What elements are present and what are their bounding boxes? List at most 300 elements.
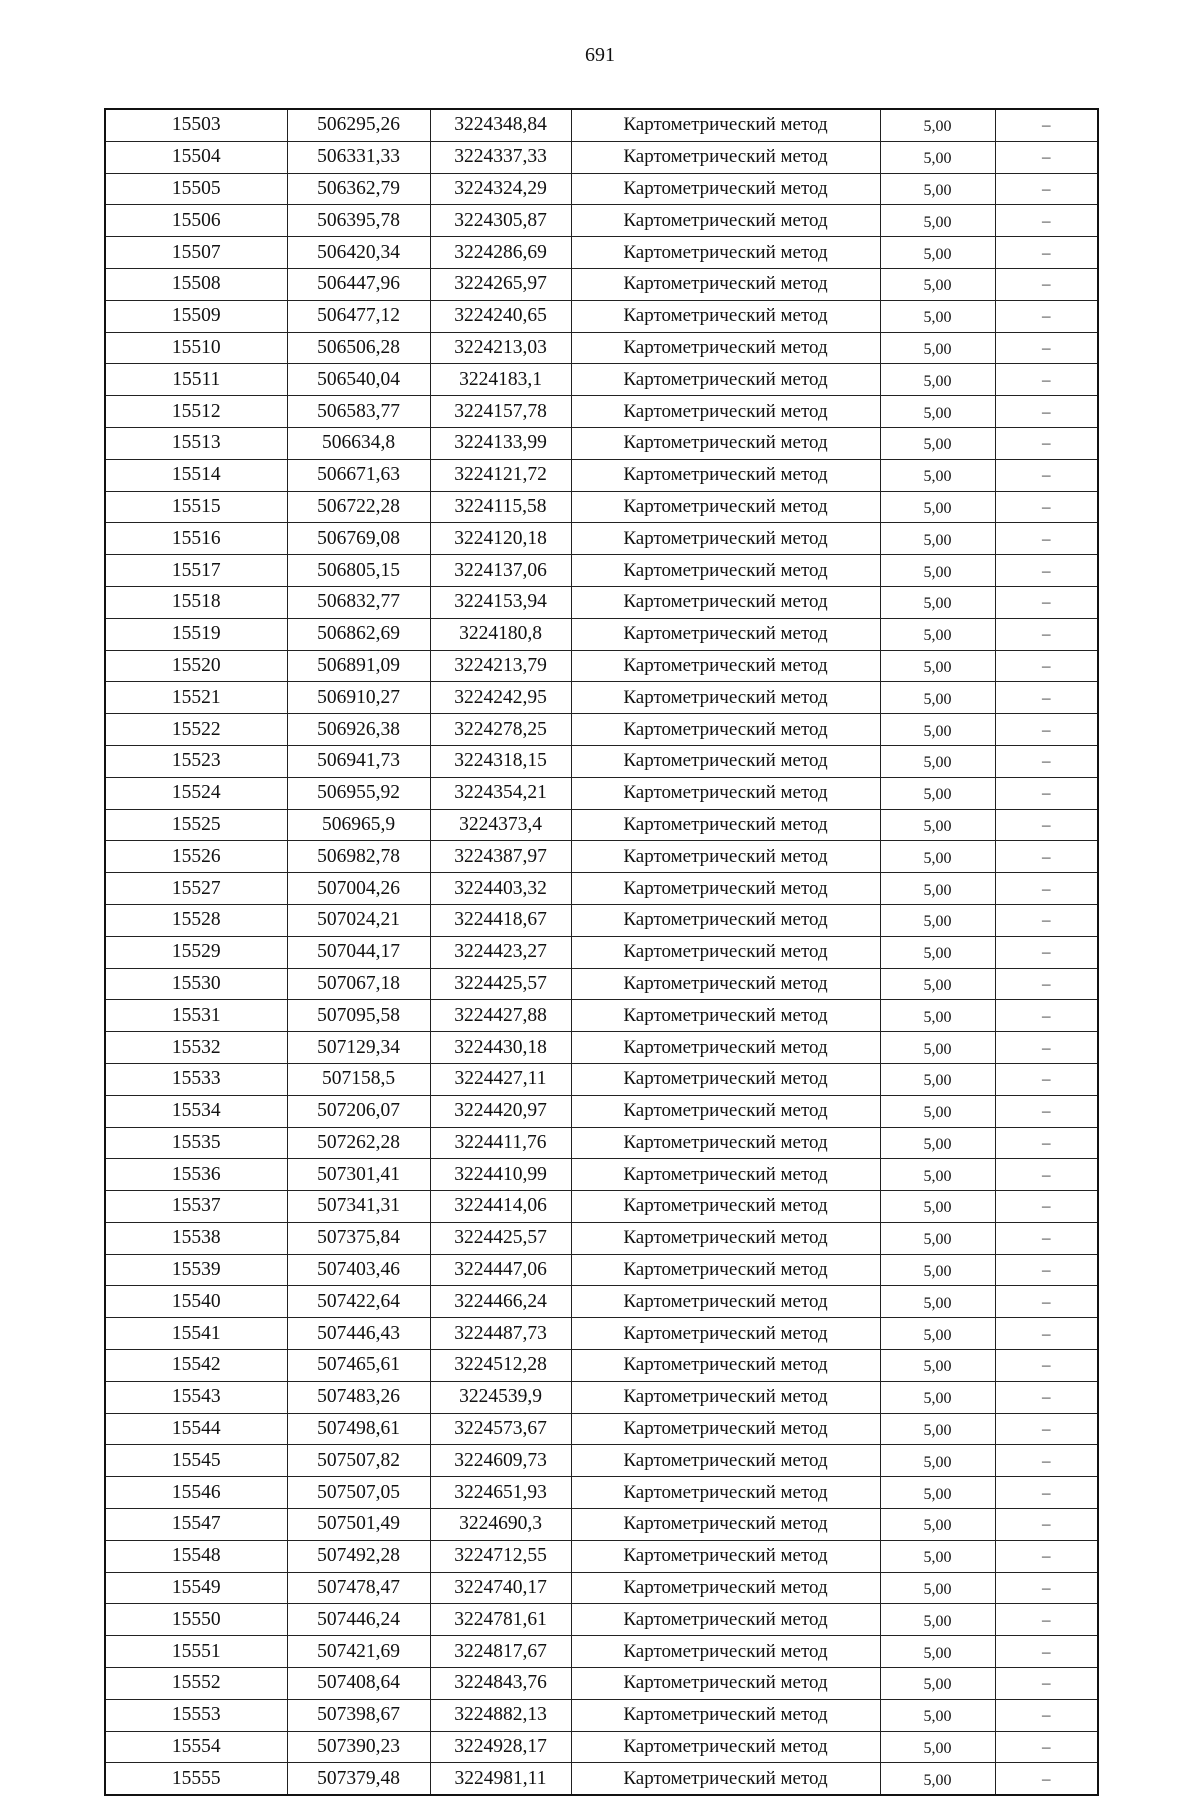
method-cell: Картометрический метод <box>571 173 880 205</box>
accuracy-cell: 5,00 <box>880 904 995 936</box>
y-coordinate-cell: 3224180,8 <box>430 618 571 650</box>
y-coordinate-cell: 3224781,61 <box>430 1604 571 1636</box>
table-row <box>105 1254 1098 1286</box>
x-coordinate-cell: 506832,77 <box>287 586 430 618</box>
x-coordinate-cell: 507206,07 <box>287 1095 430 1127</box>
accuracy-cell: 5,00 <box>880 141 995 173</box>
note-cell: – <box>995 809 1098 841</box>
accuracy-cell: 5,00 <box>880 1477 995 1509</box>
x-coordinate-cell: 506982,78 <box>287 841 430 873</box>
note-cell: – <box>995 1032 1098 1064</box>
x-coordinate-cell: 506926,38 <box>287 714 430 746</box>
y-coordinate-cell: 3224609,73 <box>430 1445 571 1477</box>
y-coordinate-cell: 3224512,28 <box>430 1350 571 1382</box>
method-cell: Картометрический метод <box>571 650 880 682</box>
point-number-cell: 15504 <box>105 141 287 173</box>
method-cell: Картометрический метод <box>571 205 880 237</box>
method-cell: Картометрический метод <box>571 714 880 746</box>
x-coordinate-cell: 506805,15 <box>287 555 430 587</box>
method-cell: Картометрический метод <box>571 1254 880 1286</box>
accuracy-cell: 5,00 <box>880 396 995 428</box>
x-coordinate-cell: 507507,82 <box>287 1445 430 1477</box>
accuracy-cell: 5,00 <box>880 459 995 491</box>
point-number-cell: 15515 <box>105 491 287 523</box>
y-coordinate-cell: 3224447,06 <box>430 1254 571 1286</box>
table-row <box>105 396 1098 428</box>
method-cell: Картометрический метод <box>571 1381 880 1413</box>
point-number-cell: 15541 <box>105 1318 287 1350</box>
method-cell: Картометрический метод <box>571 618 880 650</box>
note-cell: – <box>995 1413 1098 1445</box>
y-coordinate-cell: 3224318,15 <box>430 745 571 777</box>
y-coordinate-cell: 3224414,06 <box>430 1191 571 1223</box>
table-row <box>105 1509 1098 1541</box>
table-row <box>105 1731 1098 1763</box>
note-cell: – <box>995 904 1098 936</box>
y-coordinate-cell: 3224882,13 <box>430 1699 571 1731</box>
y-coordinate-cell: 3224265,97 <box>430 268 571 300</box>
point-number-cell: 15531 <box>105 1000 287 1032</box>
y-coordinate-cell: 3224651,93 <box>430 1477 571 1509</box>
method-cell: Картометрический метод <box>571 1604 880 1636</box>
y-coordinate-cell: 3224843,76 <box>430 1668 571 1700</box>
note-cell: – <box>995 364 1098 396</box>
table-row <box>105 1540 1098 1572</box>
x-coordinate-cell: 507408,64 <box>287 1668 430 1700</box>
x-coordinate-cell: 507004,26 <box>287 873 430 905</box>
note-cell: – <box>995 1540 1098 1572</box>
note-cell: – <box>995 1445 1098 1477</box>
y-coordinate-cell: 3224573,67 <box>430 1413 571 1445</box>
x-coordinate-cell: 506891,09 <box>287 650 430 682</box>
table-row <box>105 1668 1098 1700</box>
method-cell: Картометрический метод <box>571 1222 880 1254</box>
note-cell: – <box>995 745 1098 777</box>
coordinates-table <box>104 108 1099 1796</box>
method-cell: Картометрический метод <box>571 586 880 618</box>
y-coordinate-cell: 3224817,67 <box>430 1636 571 1668</box>
point-number-cell: 15554 <box>105 1731 287 1763</box>
accuracy-cell: 5,00 <box>880 109 995 141</box>
y-coordinate-cell: 3224286,69 <box>430 237 571 269</box>
point-number-cell: 15552 <box>105 1668 287 1700</box>
x-coordinate-cell: 506295,26 <box>287 109 430 141</box>
table-row <box>105 555 1098 587</box>
method-cell: Картометрический метод <box>571 1159 880 1191</box>
table-row <box>105 682 1098 714</box>
point-number-cell: 15503 <box>105 109 287 141</box>
x-coordinate-cell: 506634,8 <box>287 427 430 459</box>
point-number-cell: 15510 <box>105 332 287 364</box>
y-coordinate-cell: 3224420,97 <box>430 1095 571 1127</box>
table-row <box>105 1032 1098 1064</box>
x-coordinate-cell: 506941,73 <box>287 745 430 777</box>
note-cell: – <box>995 1731 1098 1763</box>
x-coordinate-cell: 506362,79 <box>287 173 430 205</box>
x-coordinate-cell: 507095,58 <box>287 1000 430 1032</box>
table-row <box>105 1477 1098 1509</box>
y-coordinate-cell: 3224430,18 <box>430 1032 571 1064</box>
accuracy-cell: 5,00 <box>880 936 995 968</box>
accuracy-cell: 5,00 <box>880 1731 995 1763</box>
table-row <box>105 1699 1098 1731</box>
table-row <box>105 141 1098 173</box>
accuracy-cell: 5,00 <box>880 1636 995 1668</box>
table-row <box>105 427 1098 459</box>
point-number-cell: 15551 <box>105 1636 287 1668</box>
table-row <box>105 1572 1098 1604</box>
note-cell: – <box>995 1381 1098 1413</box>
point-number-cell: 15505 <box>105 173 287 205</box>
point-number-cell: 15521 <box>105 682 287 714</box>
y-coordinate-cell: 3224981,11 <box>430 1763 571 1795</box>
x-coordinate-cell: 506331,33 <box>287 141 430 173</box>
point-number-cell: 15543 <box>105 1381 287 1413</box>
y-coordinate-cell: 3224157,78 <box>430 396 571 428</box>
accuracy-cell: 5,00 <box>880 1159 995 1191</box>
coordinates-table-body <box>105 109 1098 1795</box>
note-cell: – <box>995 682 1098 714</box>
y-coordinate-cell: 3224120,18 <box>430 523 571 555</box>
method-cell: Картометрический метод <box>571 332 880 364</box>
point-number-cell: 15536 <box>105 1159 287 1191</box>
y-coordinate-cell: 3224278,25 <box>430 714 571 746</box>
note-cell: – <box>995 1222 1098 1254</box>
method-cell: Картометрический метод <box>571 1032 880 1064</box>
note-cell: – <box>995 1604 1098 1636</box>
method-cell: Картометрический метод <box>571 936 880 968</box>
table-row <box>105 1095 1098 1127</box>
point-number-cell: 15542 <box>105 1350 287 1382</box>
method-cell: Картометрический метод <box>571 364 880 396</box>
table-row <box>105 714 1098 746</box>
method-cell: Картометрический метод <box>571 555 880 587</box>
table-row <box>105 237 1098 269</box>
point-number-cell: 15528 <box>105 904 287 936</box>
note-cell: – <box>995 1699 1098 1731</box>
x-coordinate-cell: 507398,67 <box>287 1699 430 1731</box>
point-number-cell: 15513 <box>105 427 287 459</box>
x-coordinate-cell: 506862,69 <box>287 618 430 650</box>
note-cell: – <box>995 1000 1098 1032</box>
point-number-cell: 15527 <box>105 873 287 905</box>
table-row <box>105 1159 1098 1191</box>
point-number-cell: 15508 <box>105 268 287 300</box>
x-coordinate-cell: 506447,96 <box>287 268 430 300</box>
accuracy-cell: 5,00 <box>880 1095 995 1127</box>
note-cell: – <box>995 1763 1098 1795</box>
table-row <box>105 173 1098 205</box>
point-number-cell: 15524 <box>105 777 287 809</box>
table-row <box>105 523 1098 555</box>
method-cell: Картометрический метод <box>571 1668 880 1700</box>
method-cell: Картометрический метод <box>571 841 880 873</box>
accuracy-cell: 5,00 <box>880 364 995 396</box>
y-coordinate-cell: 3224423,27 <box>430 936 571 968</box>
x-coordinate-cell: 506955,92 <box>287 777 430 809</box>
method-cell: Картометрический метод <box>571 777 880 809</box>
x-coordinate-cell: 506722,28 <box>287 491 430 523</box>
x-coordinate-cell: 507421,69 <box>287 1636 430 1668</box>
x-coordinate-cell: 507465,61 <box>287 1350 430 1382</box>
point-number-cell: 15514 <box>105 459 287 491</box>
x-coordinate-cell: 506965,9 <box>287 809 430 841</box>
method-cell: Картометрический метод <box>571 268 880 300</box>
note-cell: – <box>995 586 1098 618</box>
accuracy-cell: 5,00 <box>880 1668 995 1700</box>
table-row <box>105 841 1098 873</box>
y-coordinate-cell: 3224213,79 <box>430 650 571 682</box>
point-number-cell: 15516 <box>105 523 287 555</box>
x-coordinate-cell: 506910,27 <box>287 682 430 714</box>
accuracy-cell: 5,00 <box>880 427 995 459</box>
table-row <box>105 459 1098 491</box>
accuracy-cell: 5,00 <box>880 1572 995 1604</box>
note-cell: – <box>995 268 1098 300</box>
table-row <box>105 968 1098 1000</box>
y-coordinate-cell: 3224153,94 <box>430 586 571 618</box>
point-number-cell: 15544 <box>105 1413 287 1445</box>
x-coordinate-cell: 507129,34 <box>287 1032 430 1064</box>
table-row <box>105 300 1098 332</box>
accuracy-cell: 5,00 <box>880 1318 995 1350</box>
method-cell: Картометрический метод <box>571 1572 880 1604</box>
accuracy-cell: 5,00 <box>880 523 995 555</box>
method-cell: Картометрический метод <box>571 237 880 269</box>
y-coordinate-cell: 3224427,11 <box>430 1063 571 1095</box>
accuracy-cell: 5,00 <box>880 1191 995 1223</box>
method-cell: Картометрический метод <box>571 1445 880 1477</box>
note-cell: – <box>995 555 1098 587</box>
method-cell: Картометрический метод <box>571 459 880 491</box>
point-number-cell: 15545 <box>105 1445 287 1477</box>
y-coordinate-cell: 3224183,1 <box>430 364 571 396</box>
y-coordinate-cell: 3224121,72 <box>430 459 571 491</box>
method-cell: Картометрический метод <box>571 873 880 905</box>
method-cell: Картометрический метод <box>571 1636 880 1668</box>
note-cell: – <box>995 1191 1098 1223</box>
accuracy-cell: 5,00 <box>880 1699 995 1731</box>
note-cell: – <box>995 523 1098 555</box>
x-coordinate-cell: 507375,84 <box>287 1222 430 1254</box>
method-cell: Картометрический метод <box>571 1191 880 1223</box>
x-coordinate-cell: 507262,28 <box>287 1127 430 1159</box>
note-cell: – <box>995 714 1098 746</box>
point-number-cell: 15533 <box>105 1063 287 1095</box>
x-coordinate-cell: 507446,24 <box>287 1604 430 1636</box>
accuracy-cell: 5,00 <box>880 1381 995 1413</box>
point-number-cell: 15525 <box>105 809 287 841</box>
method-cell: Картометрический метод <box>571 1763 880 1795</box>
accuracy-cell: 5,00 <box>880 268 995 300</box>
x-coordinate-cell: 506420,34 <box>287 237 430 269</box>
note-cell: – <box>995 205 1098 237</box>
note-cell: – <box>995 141 1098 173</box>
accuracy-cell: 5,00 <box>880 1222 995 1254</box>
point-number-cell: 15526 <box>105 841 287 873</box>
table-row <box>105 745 1098 777</box>
x-coordinate-cell: 506540,04 <box>287 364 430 396</box>
method-cell: Картометрический метод <box>571 1413 880 1445</box>
y-coordinate-cell: 3224928,17 <box>430 1731 571 1763</box>
page-number: 691 <box>585 44 615 66</box>
table-row <box>105 1000 1098 1032</box>
method-cell: Картометрический метод <box>571 1095 880 1127</box>
point-number-cell: 15511 <box>105 364 287 396</box>
accuracy-cell: 5,00 <box>880 841 995 873</box>
point-number-cell: 15530 <box>105 968 287 1000</box>
accuracy-cell: 5,00 <box>880 1509 995 1541</box>
x-coordinate-cell: 506395,78 <box>287 205 430 237</box>
method-cell: Картометрический метод <box>571 1509 880 1541</box>
table-row <box>105 491 1098 523</box>
table-row <box>105 1445 1098 1477</box>
table-row <box>105 809 1098 841</box>
accuracy-cell: 5,00 <box>880 1286 995 1318</box>
table-row <box>105 936 1098 968</box>
method-cell: Картометрический метод <box>571 396 880 428</box>
y-coordinate-cell: 3224411,76 <box>430 1127 571 1159</box>
x-coordinate-cell: 507501,49 <box>287 1509 430 1541</box>
y-coordinate-cell: 3224240,65 <box>430 300 571 332</box>
method-cell: Картометрический метод <box>571 682 880 714</box>
accuracy-cell: 5,00 <box>880 1254 995 1286</box>
x-coordinate-cell: 507341,31 <box>287 1191 430 1223</box>
y-coordinate-cell: 3224466,24 <box>430 1286 571 1318</box>
table-row <box>105 650 1098 682</box>
method-cell: Картометрический метод <box>571 141 880 173</box>
point-number-cell: 15518 <box>105 586 287 618</box>
accuracy-cell: 5,00 <box>880 586 995 618</box>
note-cell: – <box>995 777 1098 809</box>
point-number-cell: 15506 <box>105 205 287 237</box>
y-coordinate-cell: 3224740,17 <box>430 1572 571 1604</box>
note-cell: – <box>995 1095 1098 1127</box>
y-coordinate-cell: 3224425,57 <box>430 968 571 1000</box>
accuracy-cell: 5,00 <box>880 745 995 777</box>
accuracy-cell: 5,00 <box>880 1032 995 1064</box>
x-coordinate-cell: 507492,28 <box>287 1540 430 1572</box>
accuracy-cell: 5,00 <box>880 1063 995 1095</box>
point-number-cell: 15522 <box>105 714 287 746</box>
accuracy-cell: 5,00 <box>880 491 995 523</box>
point-number-cell: 15540 <box>105 1286 287 1318</box>
y-coordinate-cell: 3224324,29 <box>430 173 571 205</box>
point-number-cell: 15535 <box>105 1127 287 1159</box>
x-coordinate-cell: 507044,17 <box>287 936 430 968</box>
note-cell: – <box>995 491 1098 523</box>
point-number-cell: 15507 <box>105 237 287 269</box>
x-coordinate-cell: 507024,21 <box>287 904 430 936</box>
point-number-cell: 15509 <box>105 300 287 332</box>
x-coordinate-cell: 507301,41 <box>287 1159 430 1191</box>
x-coordinate-cell: 506769,08 <box>287 523 430 555</box>
note-cell: – <box>995 1477 1098 1509</box>
point-number-cell: 15555 <box>105 1763 287 1795</box>
y-coordinate-cell: 3224427,88 <box>430 1000 571 1032</box>
note-cell: – <box>995 1318 1098 1350</box>
accuracy-cell: 5,00 <box>880 332 995 364</box>
method-cell: Картометрический метод <box>571 1731 880 1763</box>
accuracy-cell: 5,00 <box>880 205 995 237</box>
accuracy-cell: 5,00 <box>880 1000 995 1032</box>
accuracy-cell: 5,00 <box>880 714 995 746</box>
point-number-cell: 15546 <box>105 1477 287 1509</box>
point-number-cell: 15548 <box>105 1540 287 1572</box>
table-row <box>105 1413 1098 1445</box>
accuracy-cell: 5,00 <box>880 237 995 269</box>
point-number-cell: 15520 <box>105 650 287 682</box>
point-number-cell: 15523 <box>105 745 287 777</box>
y-coordinate-cell: 3224115,58 <box>430 491 571 523</box>
y-coordinate-cell: 3224348,84 <box>430 109 571 141</box>
method-cell: Картометрический метод <box>571 1000 880 1032</box>
x-coordinate-cell: 507498,61 <box>287 1413 430 1445</box>
y-coordinate-cell: 3224410,99 <box>430 1159 571 1191</box>
method-cell: Картометрический метод <box>571 745 880 777</box>
accuracy-cell: 5,00 <box>880 1350 995 1382</box>
table-row <box>105 777 1098 809</box>
note-cell: – <box>995 396 1098 428</box>
y-coordinate-cell: 3224373,4 <box>430 809 571 841</box>
note-cell: – <box>995 1127 1098 1159</box>
x-coordinate-cell: 507403,46 <box>287 1254 430 1286</box>
note-cell: – <box>995 237 1098 269</box>
accuracy-cell: 5,00 <box>880 555 995 587</box>
x-coordinate-cell: 507422,64 <box>287 1286 430 1318</box>
y-coordinate-cell: 3224539,9 <box>430 1381 571 1413</box>
method-cell: Картометрический метод <box>571 109 880 141</box>
note-cell: – <box>995 109 1098 141</box>
point-number-cell: 15512 <box>105 396 287 428</box>
note-cell: – <box>995 300 1098 332</box>
method-cell: Картометрический метод <box>571 1477 880 1509</box>
table-row <box>105 1318 1098 1350</box>
note-cell: – <box>995 968 1098 1000</box>
note-cell: – <box>995 427 1098 459</box>
note-cell: – <box>995 873 1098 905</box>
accuracy-cell: 5,00 <box>880 1127 995 1159</box>
note-cell: – <box>995 1063 1098 1095</box>
note-cell: – <box>995 1254 1098 1286</box>
y-coordinate-cell: 3224354,21 <box>430 777 571 809</box>
accuracy-cell: 5,00 <box>880 1763 995 1795</box>
table-row <box>105 332 1098 364</box>
method-cell: Картометрический метод <box>571 491 880 523</box>
note-cell: – <box>995 1636 1098 1668</box>
method-cell: Картометрический метод <box>571 1127 880 1159</box>
method-cell: Картометрический метод <box>571 968 880 1000</box>
y-coordinate-cell: 3224487,73 <box>430 1318 571 1350</box>
method-cell: Картометрический метод <box>571 1540 880 1572</box>
y-coordinate-cell: 3224133,99 <box>430 427 571 459</box>
note-cell: – <box>995 459 1098 491</box>
y-coordinate-cell: 3224690,3 <box>430 1509 571 1541</box>
accuracy-cell: 5,00 <box>880 873 995 905</box>
accuracy-cell: 5,00 <box>880 650 995 682</box>
table-row <box>105 586 1098 618</box>
note-cell: – <box>995 1159 1098 1191</box>
point-number-cell: 15549 <box>105 1572 287 1604</box>
point-number-cell: 15547 <box>105 1509 287 1541</box>
x-coordinate-cell: 507446,43 <box>287 1318 430 1350</box>
x-coordinate-cell: 507067,18 <box>287 968 430 1000</box>
accuracy-cell: 5,00 <box>880 1540 995 1572</box>
x-coordinate-cell: 506671,63 <box>287 459 430 491</box>
y-coordinate-cell: 3224403,32 <box>430 873 571 905</box>
table-row <box>105 1063 1098 1095</box>
note-cell: – <box>995 618 1098 650</box>
